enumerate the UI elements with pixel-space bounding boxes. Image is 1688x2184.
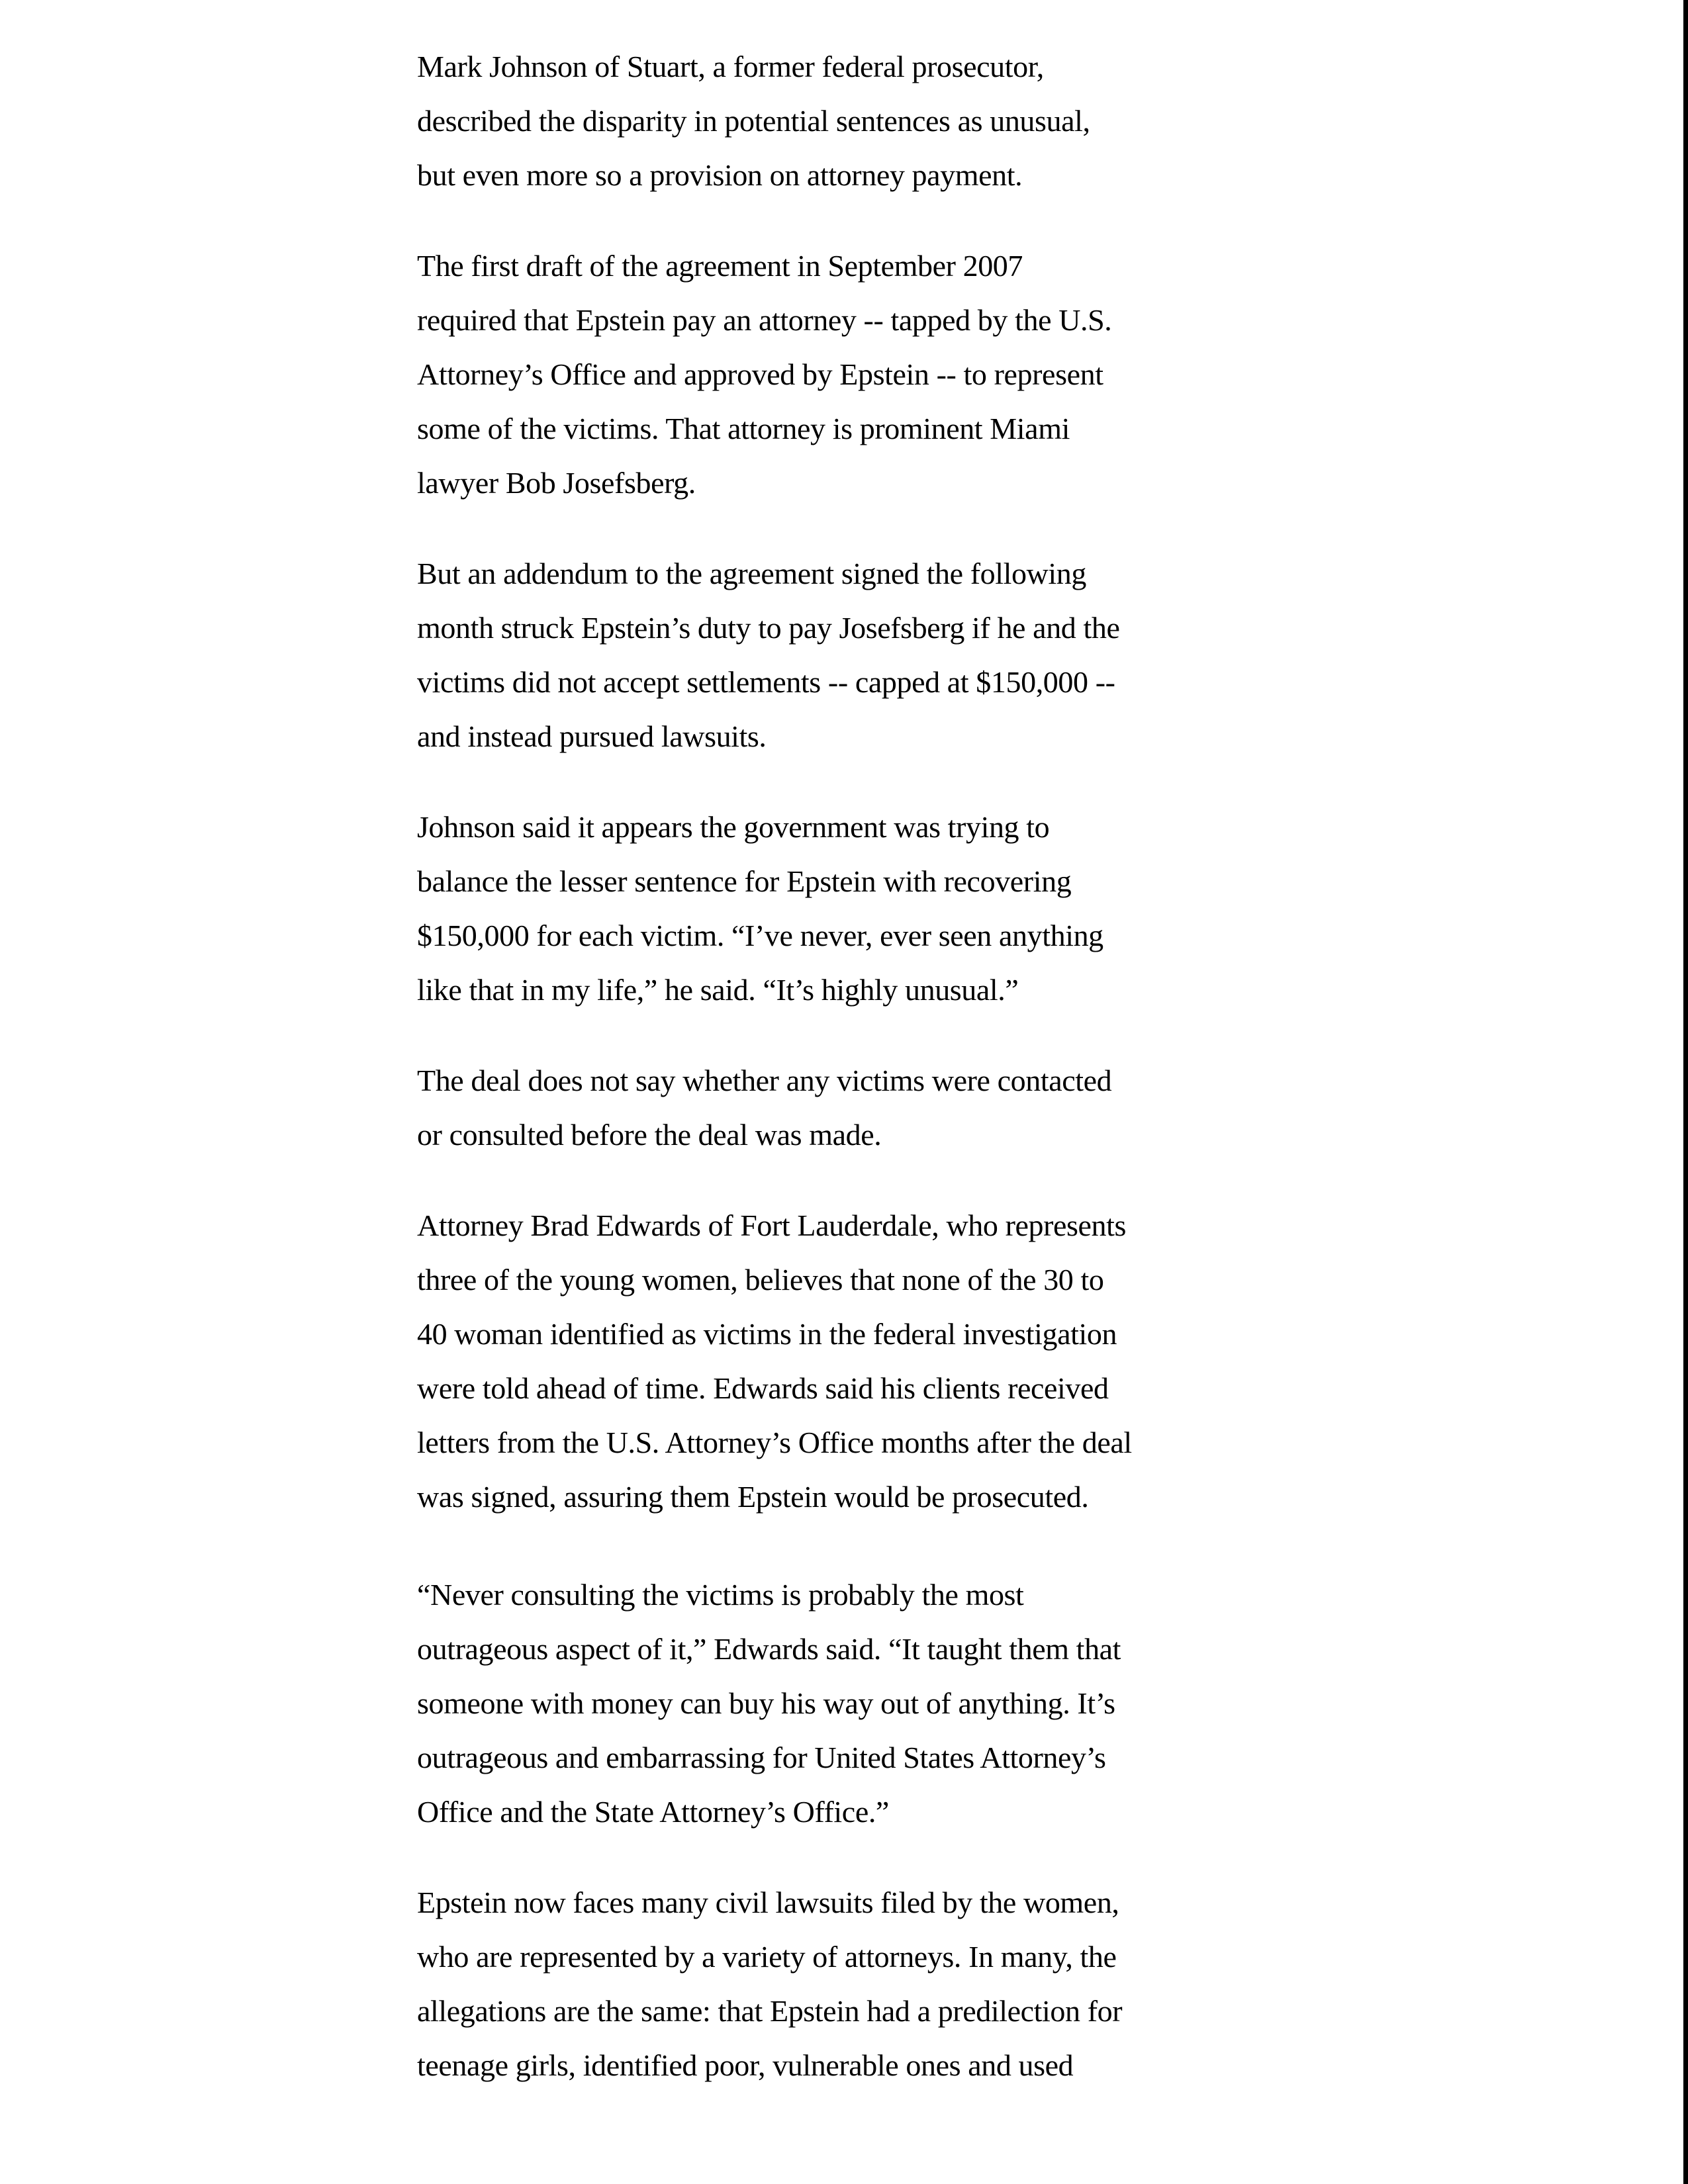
text-line: Mark Johnson of Stuart, a former federal prosecutor,: [417, 50, 1044, 83]
text-line: outrageous aspect of it,” Edwards said. “It taught them that: [417, 1632, 1121, 1666]
text-line: teenage girls, identified poor, vulnerable ones and used: [417, 2048, 1074, 2082]
text-line: Johnson said it appears the government was trying to: [417, 810, 1050, 844]
paragraph: [417, 800, 1317, 1017]
text-line: allegations are the same: that Epstein had a predilection for: [417, 1994, 1123, 2028]
text-line: Attorney’s Office and approved by Epstein -- to represent: [417, 357, 1103, 391]
text-line: described the disparity in potential sentences as unusual,: [417, 104, 1090, 138]
text-line: some of the victims. That attorney is prominent Miami: [417, 412, 1070, 445]
article-body: [417, 40, 1317, 2129]
text-line: but even more so a provision on attorney payment.: [417, 158, 1023, 192]
text-line: outrageous and embarrassing for United States Attorney’s: [417, 1741, 1106, 1774]
text-line: was signed, assuring them Epstein would be prosecuted.: [417, 1480, 1089, 1514]
text-line: and instead pursued lawsuits.: [417, 719, 767, 753]
paragraph: [417, 40, 1317, 203]
text-line: balance the lesser sentence for Epstein with recovering: [417, 864, 1072, 898]
text-line: month struck Epstein’s duty to pay Josefsberg if he and the: [417, 611, 1120, 645]
right-edge-bar: [1683, 0, 1688, 2184]
text-line: Epstein now faces many civil lawsuits filed by the women,: [417, 1886, 1119, 1919]
text-line: 40 woman identified as victims in the federal investigation: [417, 1317, 1117, 1351]
text-line: or consulted before the deal was made.: [417, 1118, 882, 1152]
paragraph: [417, 239, 1317, 510]
text-line: $150,000 for each victim. “I’ve never, ever seen anything: [417, 919, 1103, 952]
paragraph: [417, 1054, 1317, 1162]
paragraph: [417, 1199, 1317, 1524]
text-line: Attorney Brad Edwards of Fort Lauderdale, who represents: [417, 1208, 1127, 1242]
text-line: victims did not accept settlements -- capped at $150,000 --: [417, 665, 1115, 699]
text-line: lawyer Bob Josefsberg.: [417, 466, 696, 500]
text-line: like that in my life,” he said. “It’s highly unusual.”: [417, 973, 1019, 1007]
text-line: letters from the U.S. Attorney’s Office months after the deal: [417, 1426, 1132, 1459]
text-line: The deal does not say whether any victims were contacted: [417, 1064, 1112, 1097]
text-line: three of the young women, believes that none of the 30 to: [417, 1263, 1104, 1297]
text-line: were told ahead of time. Edwards said his clients received: [417, 1371, 1109, 1405]
text-line: “Never consulting the victims is probably the most: [417, 1578, 1024, 1612]
text-line: Office and the State Attorney’s Office.”: [417, 1795, 889, 1829]
paragraph: [417, 547, 1317, 764]
text-line: But an addendum to the agreement signed the following: [417, 557, 1086, 590]
text-line: who are represented by a variety of attorneys. In many, the: [417, 1940, 1117, 1974]
paragraph: [417, 1876, 1317, 2093]
paragraph: [417, 1568, 1317, 1839]
text-line: required that Epstein pay an attorney -- tapped by the U.S.: [417, 303, 1112, 337]
text-line: The first draft of the agreement in September 2007: [417, 249, 1023, 283]
text-line: someone with money can buy his way out of anything. It’s: [417, 1686, 1115, 1720]
